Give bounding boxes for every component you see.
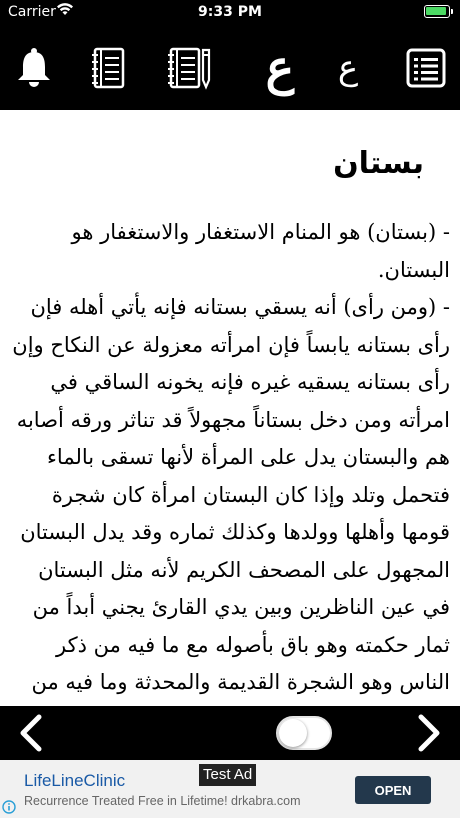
carrier-label: Carrier: [8, 4, 56, 20]
chevron-left-icon: [17, 714, 43, 752]
chevron-right-icon: [417, 714, 443, 752]
toggle-knob: [279, 719, 307, 747]
bottom-bar: [0, 706, 460, 760]
clock: 9:33 PM: [198, 4, 262, 20]
article-paragraph: - (بستان) هو المنام الاستغفار والاستغفار هو البستان.: [71, 220, 450, 282]
battery-icon: [424, 5, 450, 18]
ad-brand[interactable]: LifeLineClinic: [24, 771, 126, 790]
ad-banner[interactable]: [0, 760, 460, 818]
small-letter-label: ع: [337, 48, 359, 88]
status-bar: [0, 0, 460, 26]
small-letter-ain-icon[interactable]: [326, 26, 370, 110]
article-content[interactable]: [0, 110, 460, 706]
top-toolbar: [0, 26, 460, 110]
ad-open-button[interactable]: OPEN: [355, 776, 431, 804]
notebook-icon[interactable]: [86, 26, 130, 110]
battery-fill: [426, 7, 446, 15]
large-letter-label: ع: [265, 40, 295, 96]
mode-toggle[interactable]: [276, 716, 332, 750]
battery-nub: [451, 9, 453, 14]
article-paragraph: - (ومن رأى) أنه يسقي بستانه فإنه يأتي أهله فإن رأى بستانه يابساً فإن امرأته معزولة عن النكاح وإن رأى بستانه يسقيه غيره فإنه يخونه الساقي في امرأته ومن دخل بستاناً مجهولاً قد تناثر ورقه أصابه هم والبستان يدل على المرأة لأنها تسقى بالماء فتحمل وتلد وإذا كان البستان امرأة كان شجرة قومها وأهلها وولدها وكذلك ثماره وقد يدل البستان المجهول على المصحف الكريم لأنه مثل البستان في عين الناظرين وبين يدي القارئ يجني أبداً من ثمار حكمته وهو باق بأصوله مع ما فيه من ذكر الناس وهو الشجرة القديمة والمحدثة وما فيه من: [12, 295, 450, 694]
ad-info-icon[interactable]: [2, 800, 16, 814]
notebook-pencil-icon[interactable]: [164, 26, 214, 110]
list-icon[interactable]: [402, 26, 450, 110]
large-letter-ain-icon[interactable]: [254, 26, 306, 110]
next-button[interactable]: [408, 711, 452, 755]
article-title: بستان: [333, 146, 424, 181]
bell-icon[interactable]: [12, 26, 56, 110]
prev-button[interactable]: [8, 711, 52, 755]
article-body: [10, 214, 450, 739]
ad-description[interactable]: Recurrence Treated Free in Lifetime! drkabra.com: [24, 794, 301, 808]
test-ad-label: Test Ad: [199, 764, 256, 786]
